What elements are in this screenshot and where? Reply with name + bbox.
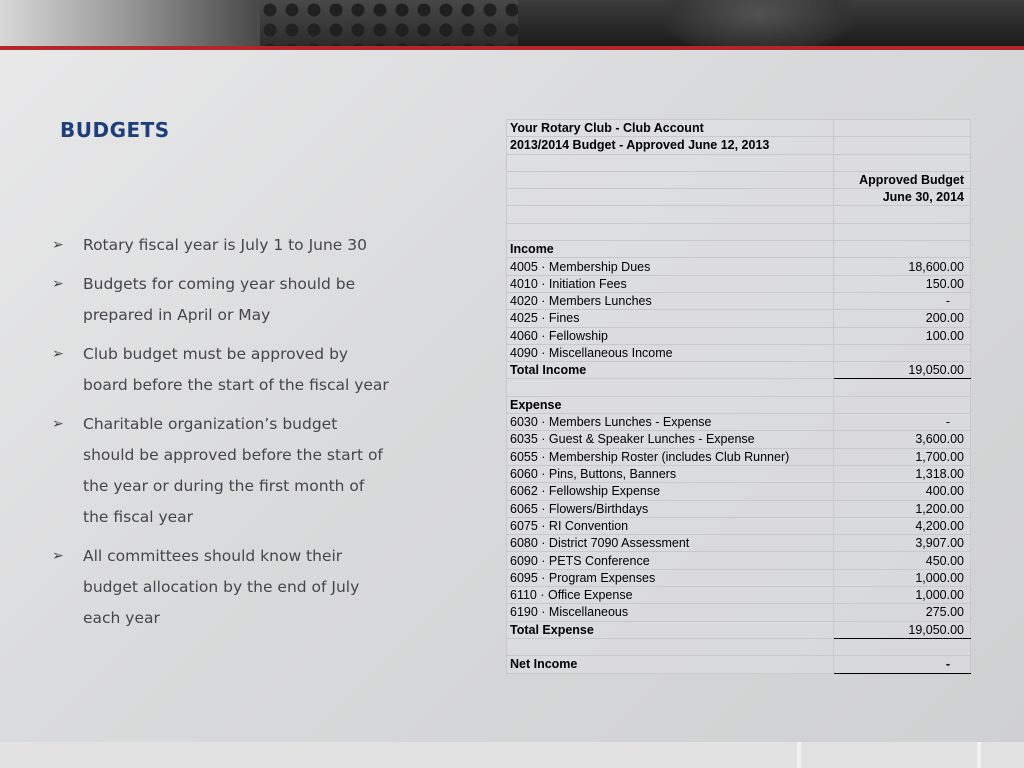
table-title-2: 2013/2014 Budget - Approved June 12, 2013 (507, 137, 834, 154)
table-row: 6095 · Program Expenses 1,000.00 (507, 569, 971, 586)
total-income-label: Total Income (507, 362, 834, 379)
bullet-item (52, 339, 392, 401)
table-row: 6110 · Office Expense 1,000.00 (507, 587, 971, 604)
bullet-text: Charitable organization’s budget should be approved before the start of the year or during the first month of the fiscal year (83, 415, 383, 526)
header-banner-image (0, 0, 1024, 46)
table-row: 6075 · RI Convention 4,200.00 (507, 517, 971, 534)
footer-divider (977, 742, 981, 768)
table-row: 6062 · Fellowship Expense 400.00 (507, 483, 971, 500)
total-income-value: 19,050.00 (834, 362, 971, 379)
tire-image (518, 0, 1024, 46)
footer-divider (797, 742, 801, 768)
bullet-item (52, 230, 392, 261)
net-income-label: Net Income (507, 656, 834, 673)
expense-section-label: Expense (507, 396, 834, 413)
table-row: 4005 · Membership Dues 18,600.00 (507, 258, 971, 275)
table-row: 6060 · Pins, Buttons, Banners 1,318.00 (507, 465, 971, 482)
slide-title: BUDGETS (60, 118, 170, 142)
arrow-bullet-icon: ➢ (52, 416, 64, 432)
budget-table (506, 119, 971, 674)
table-row: 6055 · Membership Roster (includes Club Runner) 1,700.00 (507, 448, 971, 465)
arrow-bullet-icon: ➢ (52, 346, 64, 362)
header-divider (0, 46, 1024, 50)
bullet-text: All committees should know their budget allocation by the end of July each year (83, 547, 360, 627)
honeycomb-texture (260, 0, 518, 46)
bullet-text: Club budget must be approved by board before the start of the fiscal year (83, 345, 389, 394)
arrow-bullet-icon: ➢ (52, 237, 64, 253)
bullet-list (52, 230, 392, 642)
bullet-text: Budgets for coming year should be prepared in April or May (83, 275, 356, 324)
table-row: 4025 · Fines 200.00 (507, 310, 971, 327)
total-expense-label: Total Expense (507, 621, 834, 638)
table-row: 6065 · Flowers/Birthdays 1,200.00 (507, 500, 971, 517)
bullet-item (52, 269, 392, 331)
table-row: 4090 · Miscellaneous Income (507, 344, 971, 361)
column-header-1: Approved Budget (834, 171, 971, 188)
table-row: 4060 · Fellowship 100.00 (507, 327, 971, 344)
table-row: 6080 · District 7090 Assessment 3,907.00 (507, 535, 971, 552)
net-income-value: - (834, 656, 971, 673)
arrow-bullet-icon: ➢ (52, 276, 64, 292)
table-row: 6090 · PETS Conference 450.00 (507, 552, 971, 569)
income-section-label: Income (507, 241, 834, 258)
bullet-text: Rotary fiscal year is July 1 to June 30 (83, 236, 367, 254)
bullet-item (52, 541, 392, 634)
table-row: 6190 · Miscellaneous 275.00 (507, 604, 971, 621)
total-expense-value: 19,050.00 (834, 621, 971, 638)
arrow-bullet-icon: ➢ (52, 548, 64, 564)
table-row: 6035 · Guest & Speaker Lunches - Expense 3,600.00 (507, 431, 971, 448)
table-row: 4010 · Initiation Fees 150.00 (507, 275, 971, 292)
bullet-item (52, 409, 392, 533)
column-header-2: June 30, 2014 (834, 189, 971, 206)
table-row: 4020 · Members Lunches - (507, 292, 971, 309)
table-row: 6030 · Members Lunches - Expense - (507, 414, 971, 431)
footer-strip (0, 742, 1024, 768)
table-title-1: Your Rotary Club - Club Account (507, 120, 834, 137)
